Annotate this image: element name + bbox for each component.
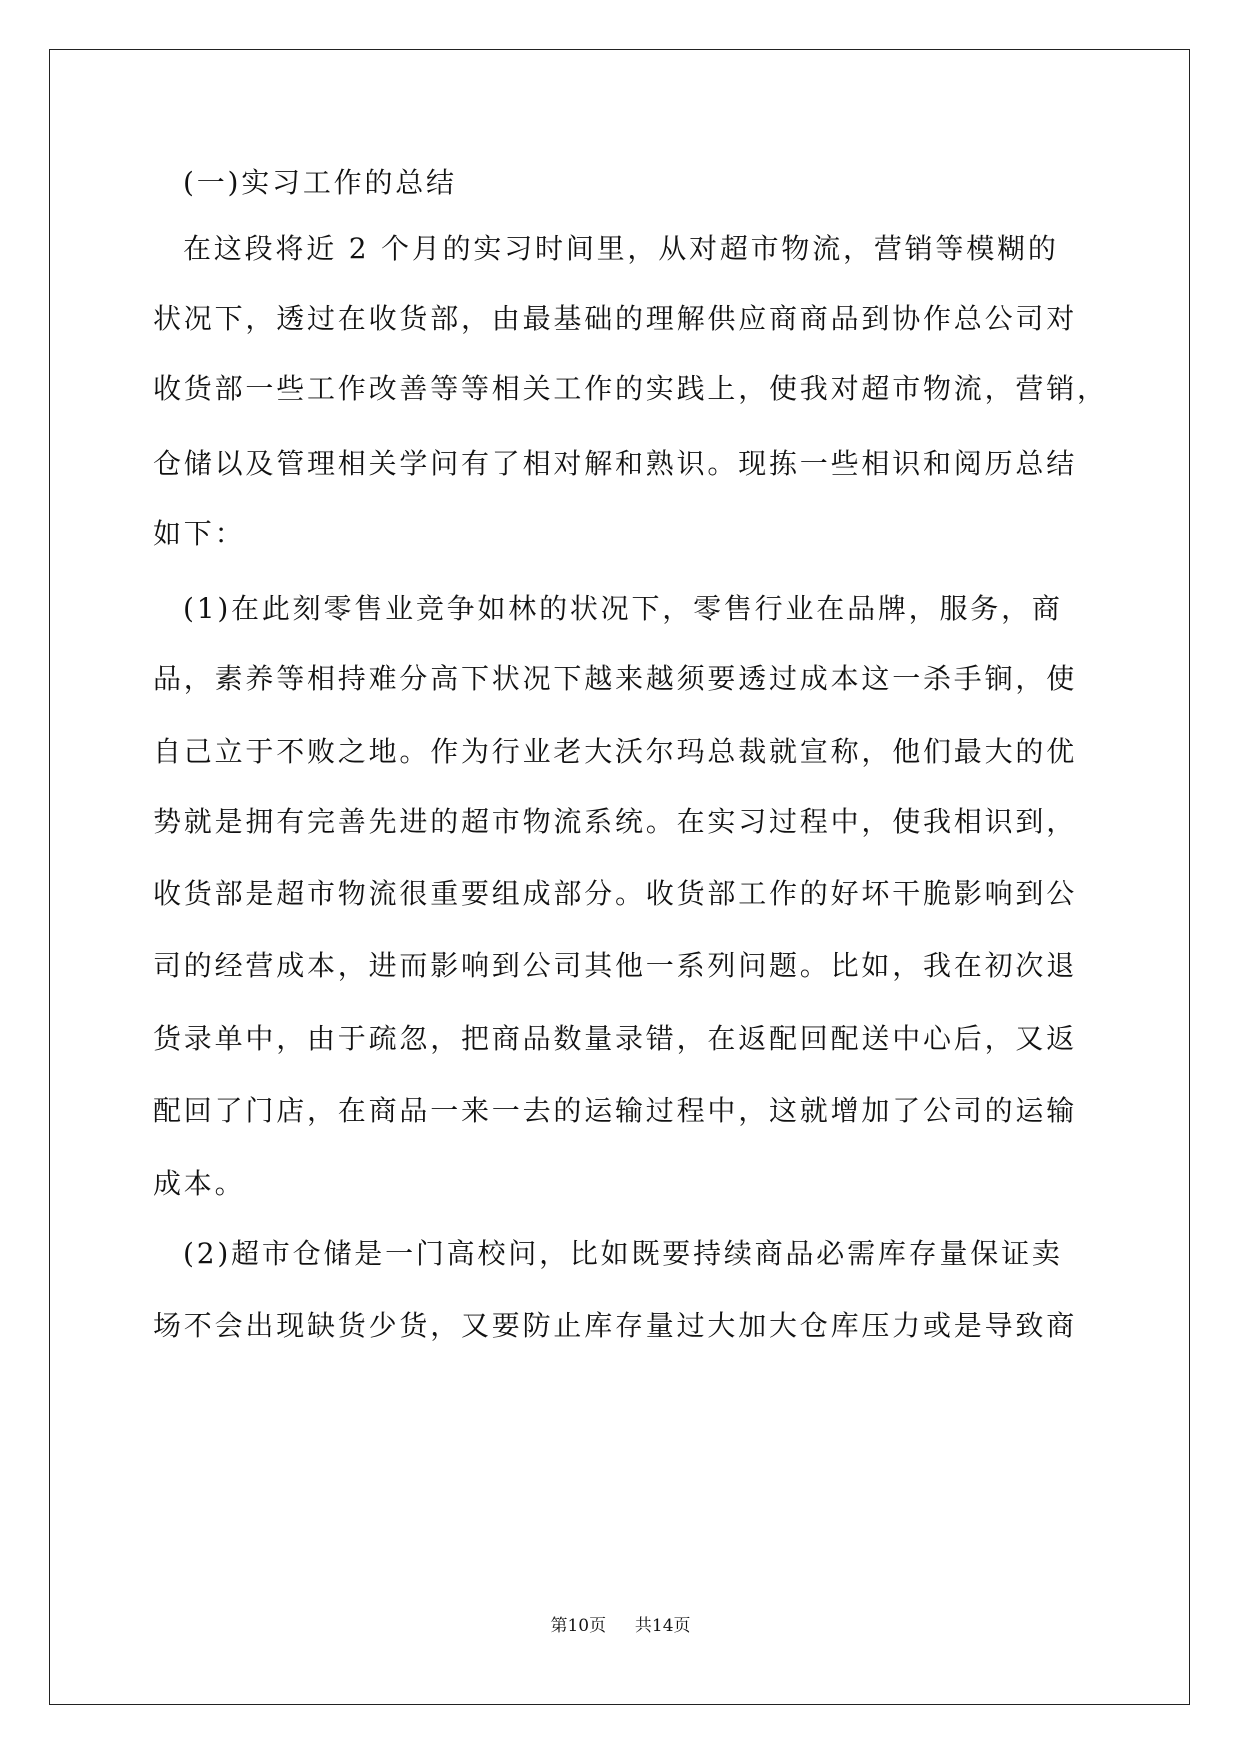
paragraph-line: 品，素养等相持难分高下状况下越来越须要透过成本这一杀手锏，使 — [153, 662, 1078, 695]
paragraph-line: 收货部一些工作改善等等相关工作的实践上，使我对超市物流，营销， — [153, 372, 1108, 405]
paragraph-line: (2)超市仓储是一门高校问，比如既要持续商品必需库存量保证卖 — [183, 1237, 1063, 1270]
page-number: 第10页 — [550, 1616, 607, 1636]
paragraph-line: (1)在此刻零售业竞争如林的状况下，零售行业在品牌，服务，商 — [183, 592, 1063, 625]
paragraph-line: 仓储以及管理相关学问有了相对解和熟识。现拣一些相识和阅历总结 — [153, 447, 1078, 480]
paragraph-line: 场不会出现缺货少货，又要防止库存量过大加大仓库压力或是导致商 — [153, 1309, 1078, 1342]
page-total: 共14页 — [634, 1616, 691, 1636]
paragraph-line: 成本。 — [153, 1167, 246, 1200]
paragraph-line: 如下： — [153, 517, 246, 550]
page-footer — [0, 1614, 1241, 1638]
paragraph-line: 自己立于不败之地。作为行业老大沃尔玛总裁就宣称，他们最大的优 — [153, 735, 1078, 768]
section-heading: (一)实习工作的总结 — [183, 166, 457, 199]
paragraph-line: 在这段将近 2 个月的实习时间里，从对超市物流，营销等模糊的 — [183, 232, 1059, 265]
paragraph-line: 状况下，透过在收货部，由最基础的理解供应商商品到协作总公司对 — [153, 302, 1078, 335]
paragraph-line: 司的经营成本，进而影响到公司其他一系列问题。比如，我在初次退 — [153, 949, 1078, 982]
paragraph-line: 配回了门店，在商品一来一去的运输过程中，这就增加了公司的运输 — [153, 1094, 1078, 1127]
paragraph-line: 势就是拥有完善先进的超市物流系统。在实习过程中，使我相识到， — [153, 805, 1078, 838]
paragraph-line: 收货部是超市物流很重要组成部分。收货部工作的好坏干脆影响到公 — [153, 877, 1078, 910]
paragraph-line: 货录单中，由于疏忽，把商品数量录错，在返配回配送中心后，又返 — [153, 1022, 1078, 1055]
